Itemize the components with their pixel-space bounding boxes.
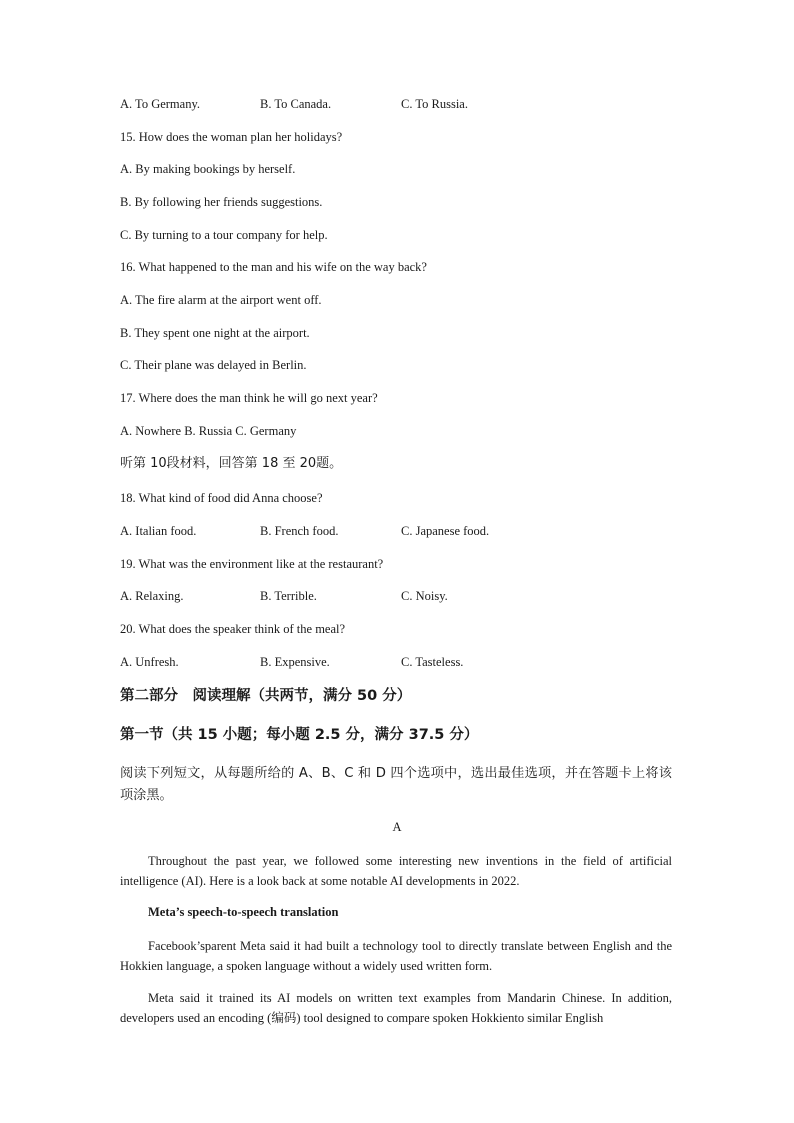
q17-options: A. Nowhere B. Russia C. Germany xyxy=(120,424,297,438)
passage-label: A xyxy=(392,820,402,834)
passage-paragraph-2: Facebook’sparent Meta said it had built a technology tool to directly translate between English and the Hokkien language, a spoken language without a widely used written form. xyxy=(120,939,672,973)
q19-options xyxy=(120,588,448,604)
q20-option-b: B. Expensive. xyxy=(260,655,330,669)
q18-stem: 18. What kind of food did Anna choose? xyxy=(120,491,323,505)
q20-option-a: A. Unfresh. xyxy=(120,655,179,669)
q18-option-b: B. French food. xyxy=(260,524,339,538)
q14-option-c: C. To Russia. xyxy=(401,97,468,111)
q16-option-c: C. Their plane was delayed in Berlin. xyxy=(120,358,307,372)
reading-instruction: 阅读下列短文，从每题所给的 A、B、C 和 D 四个选项中，选出最佳选项，并在答题卡上将该项涂黑。 xyxy=(120,766,672,803)
passage-paragraph-3: Meta said it trained its AI models on written text examples from Mandarin Chinese. In addition, developers used an encoding (编码) tool designed to compare spoken Hokkiento similar English xyxy=(120,991,672,1025)
q19-option-c: C. Noisy. xyxy=(401,589,448,603)
q15-stem: 15. How does the woman plan her holidays? xyxy=(120,130,343,144)
q18-option-a: A. Italian food. xyxy=(120,524,197,538)
q15-option-c: C. By turning to a tour company for help. xyxy=(120,228,328,242)
q20-stem: 20. What does the speaker think of the meal? xyxy=(120,622,346,636)
passage-subheading: Meta’s speech-to-speech translation xyxy=(148,905,339,919)
section1-heading: 第一节（共 15 小题；每小题 2.5 分，满分 37.5 分） xyxy=(120,727,479,743)
listening-instruction: 听第 10段材料，回答第 18 至 20题。 xyxy=(120,456,343,471)
part2-heading: 第二部分 阅读理解（共两节，满分 50 分） xyxy=(120,688,412,704)
q15-option-a: A. By making bookings by herself. xyxy=(120,162,296,176)
q19-stem: 19. What was the environment like at the restaurant? xyxy=(120,557,384,571)
q20-options xyxy=(120,654,463,670)
q14-option-a: A. To Germany. xyxy=(120,97,201,111)
q19-option-b: B. Terrible. xyxy=(260,589,317,603)
q16-option-b: B. They spent one night at the airport. xyxy=(120,326,310,340)
passage-paragraph-1: Throughout the past year, we followed some interesting new inventions in the field of artificial intelligence (AI). Here is a look back at some notable AI developments in 2022. xyxy=(120,854,672,888)
q18-option-c: C. Japanese food. xyxy=(401,524,490,538)
q15-option-b: B. By following her friends suggestions. xyxy=(120,195,323,209)
q16-stem: 16. What happened to the man and his wife on the way back? xyxy=(120,260,427,274)
q20-option-c: C. Tasteless. xyxy=(401,655,464,669)
q17-stem: 17. Where does the man think he will go next year? xyxy=(120,391,378,405)
q16-option-a: A. The fire alarm at the airport went off. xyxy=(120,293,322,307)
q14-option-b: B. To Canada. xyxy=(260,97,332,111)
q14-options xyxy=(120,96,468,112)
q18-options xyxy=(120,523,489,539)
q19-option-a: A. Relaxing. xyxy=(120,589,184,603)
